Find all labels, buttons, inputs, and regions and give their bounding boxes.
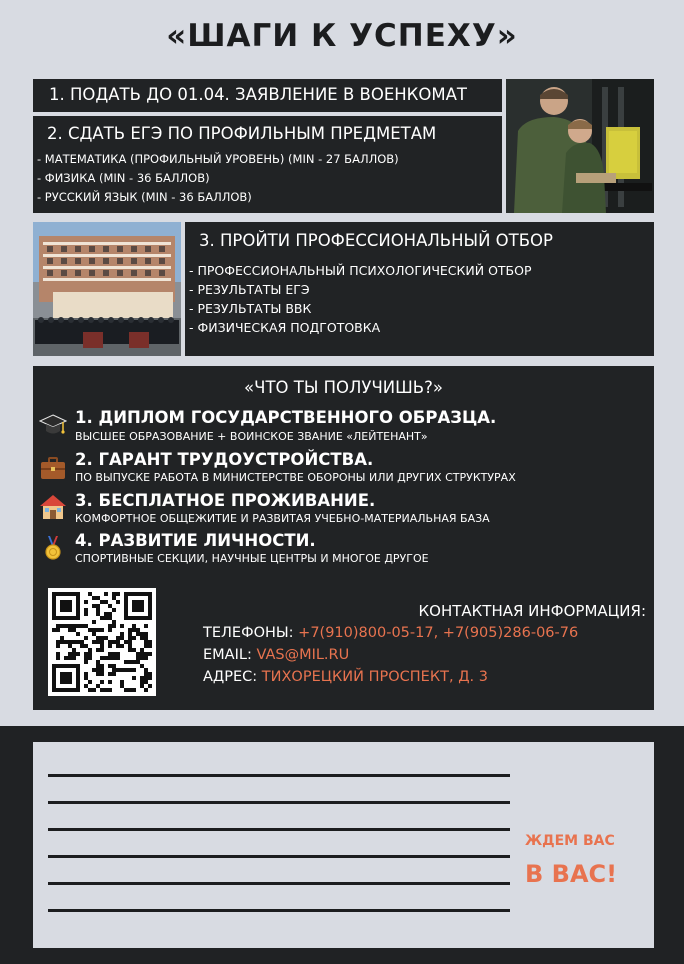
- step-3-item: - РЕЗУЛЬТАТЫ ЕГЭ: [189, 282, 310, 297]
- benefit-subtitle: КОМФОРТНОЕ ОБЩЕЖИТИЕ И РАЗВИТАЯ УЧЕБНО-МАТЕРИАЛЬНАЯ БАЗА: [75, 512, 490, 525]
- email-link[interactable]: VAS@MIL.RU: [256, 647, 350, 663]
- step-2-heading: 2. СДАТЬ ЕГЭ ПО ПРОФИЛЬНЫМ ПРЕДМЕТАМ: [47, 124, 437, 143]
- step-3-heading: 3. ПРОЙТИ ПРОФЕССИОНАЛЬНЫЙ ОТБОР: [199, 231, 553, 250]
- contact-address: [203, 669, 488, 685]
- qr-code[interactable]: [48, 588, 156, 696]
- writing-line: [48, 828, 510, 831]
- wait-text-small: ЖДЕМ ВАС: [525, 833, 615, 849]
- benefit-title: 1. ДИПЛОМ ГОСУДАРСТВЕННОГО ОБРАЗЦА.: [75, 408, 497, 427]
- soldiers-at-computer-photo: [506, 79, 654, 213]
- writing-line: [48, 855, 510, 858]
- step-3-item: - ФИЗИЧЕСКАЯ ПОДГОТОВКА: [189, 320, 381, 335]
- address-label: АДРЕС:: [203, 669, 258, 685]
- page-title: «ШАГИ К УСПЕХУ»: [166, 18, 518, 54]
- step-2-item: - МАТЕМАТИКА (ПРОФИЛЬНЫЙ УРОВЕНЬ) (MIN - 27 БАЛЛОВ): [37, 152, 399, 166]
- medal-icon: [39, 534, 67, 562]
- contact-heading: КОНТАКТНАЯ ИНФОРМАЦИЯ:: [418, 602, 646, 620]
- phones-value[interactable]: +7(910)800-05-17, +7(905)286-06-76: [298, 625, 579, 641]
- step-2-item: - РУССКИЙ ЯЗЫК (MIN - 36 БАЛЛОВ): [37, 190, 252, 204]
- benefit-title: 4. РАЗВИТИЕ ЛИЧНОСТИ.: [75, 531, 316, 550]
- house-icon: [39, 493, 67, 521]
- academy-parade-photo: [33, 222, 181, 356]
- benefit-subtitle: ВЫСШЕЕ ОБРАЗОВАНИЕ + ВОИНСКОЕ ЗВАНИЕ «ЛЕЙТЕНАНТ»: [75, 430, 428, 443]
- writing-line: [48, 774, 510, 777]
- benefit-subtitle: ПО ВЫПУСКЕ РАБОТА В МИНИСТЕРСТВЕ ОБОРОНЫ ИЛИ ДРУГИХ СТРУКТУРАХ: [75, 471, 516, 484]
- contact-email: [203, 647, 349, 663]
- step-2-panel: [33, 116, 502, 213]
- graduation-cap-icon: [39, 411, 67, 439]
- phones-label: ТЕЛЕФОНЫ:: [203, 625, 294, 641]
- step-2-item: - ФИЗИКА (MIN - 36 БАЛЛОВ): [37, 171, 210, 185]
- email-label: EMAIL:: [203, 647, 252, 663]
- benefits-panel: [33, 366, 654, 710]
- step-3-item: - РЕЗУЛЬТАТЫ ВВК: [189, 301, 312, 316]
- footer: [0, 726, 684, 964]
- step-1-panel: [33, 79, 502, 112]
- writing-line: [48, 882, 510, 885]
- benefits-heading: «ЧТО ТЫ ПОЛУЧИШЬ?»: [244, 378, 443, 397]
- benefit-subtitle: СПОРТИВНЫЕ СЕКЦИИ, НАУЧНЫЕ ЦЕНТРЫ И МНОГОЕ ДРУГОЕ: [75, 552, 429, 565]
- wait-text-big: В ВАС!: [525, 860, 618, 888]
- footer-card: [33, 742, 654, 948]
- writing-line: [48, 801, 510, 804]
- benefit-title: 3. БЕСПЛАТНОЕ ПРОЖИВАНИЕ.: [75, 491, 376, 510]
- benefit-title: 2. ГАРАНТ ТРУДОУСТРОЙСТВА.: [75, 450, 374, 469]
- address-value: ТИХОРЕЦКИЙ ПРОСПЕКТ, Д. 3: [261, 669, 488, 685]
- step-3-item: - ПРОФЕССИОНАЛЬНЫЙ ПСИХОЛОГИЧЕСКИЙ ОТБОР: [189, 263, 532, 278]
- writing-line: [48, 909, 510, 912]
- contact-phones: [203, 625, 578, 641]
- briefcase-icon: [39, 454, 67, 482]
- step-3-panel: [185, 222, 654, 356]
- step-1-text: 1. ПОДАТЬ ДО 01.04. ЗАЯВЛЕНИЕ В ВОЕНКОМАТ: [49, 85, 467, 104]
